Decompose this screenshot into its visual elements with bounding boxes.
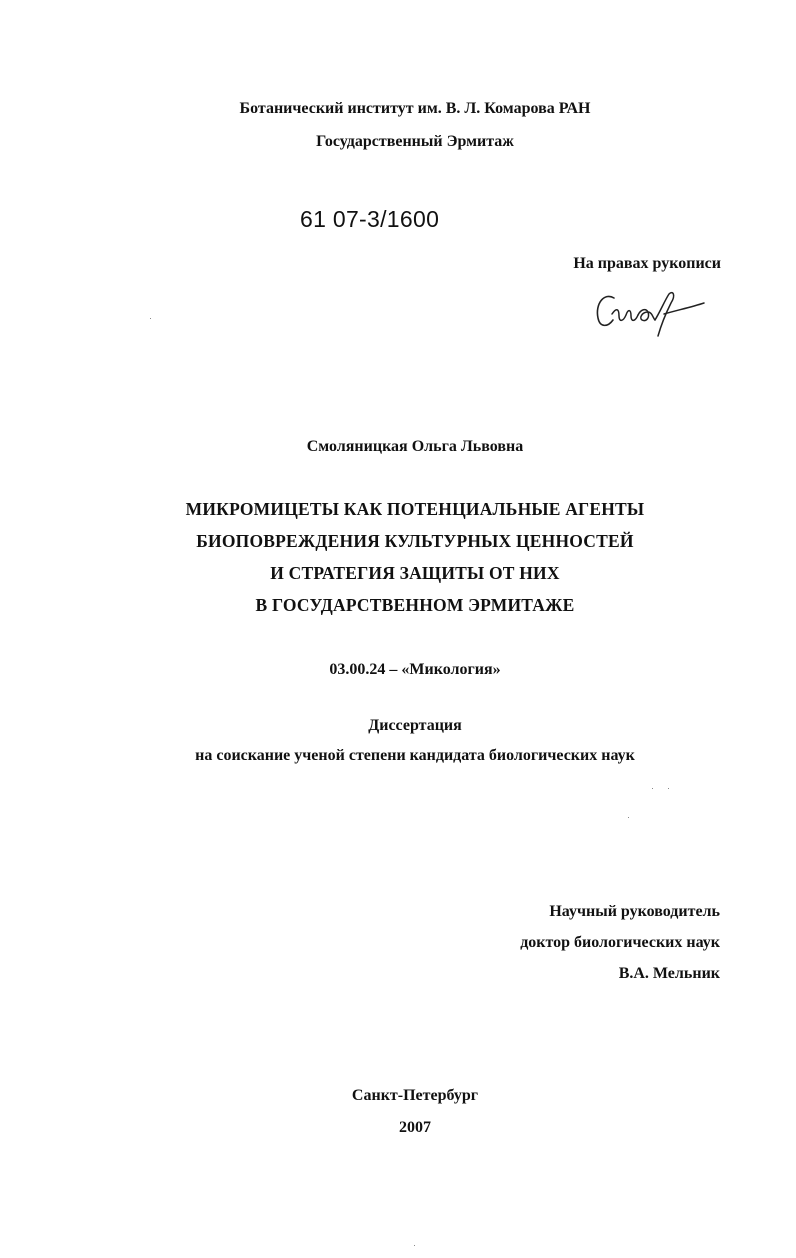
supervisor-role: Научный руководитель: [549, 903, 720, 920]
manuscript-rights-note: На правах рукописи: [573, 255, 721, 272]
archive-code: 61 07-3/1600: [300, 206, 440, 232]
thesis-title-line-1: МИКРОМИЦЕТЫ КАК ПОТЕНЦИАЛЬНЫЕ АГЕНТЫ: [185, 499, 645, 519]
institution-line-2: Государственный Эрмитаж: [316, 133, 514, 150]
dissertation-purpose: на соискание ученой степени кандидата биологических наук: [195, 747, 635, 764]
thesis-title-line-4: В ГОСУДАРСТВЕННОМ ЭРМИТАЖЕ: [255, 595, 575, 615]
dissertation-label: Диссертация: [368, 717, 462, 734]
supervisor-degree: доктор биологических наук: [520, 934, 720, 951]
author-name: Смоляницкая Ольга Львовна: [306, 438, 524, 455]
scan-speck: [652, 788, 653, 789]
year: 2007: [399, 1119, 431, 1136]
thesis-title-line-3: И СТРАТЕГИЯ ЗАЩИТЫ ОТ НИХ: [270, 563, 560, 583]
handwritten-signature: [592, 282, 708, 340]
scan-speck: [628, 817, 629, 818]
scan-speck: [414, 1245, 415, 1246]
thesis-title-line-2: БИОПОВРЕЖДЕНИЯ КУЛЬТУРНЫХ ЦЕННОСТЕЙ: [196, 531, 634, 551]
city: Санкт-Петербург: [351, 1087, 479, 1104]
specialty-code: 03.00.24 – «Микология»: [329, 661, 501, 678]
supervisor-name: В.А. Мельник: [618, 965, 720, 982]
scan-speck: [150, 318, 151, 319]
institution-line-1: Ботанический институт им. В. Л. Комарова РАН: [239, 100, 591, 117]
scan-speck: [668, 788, 669, 789]
